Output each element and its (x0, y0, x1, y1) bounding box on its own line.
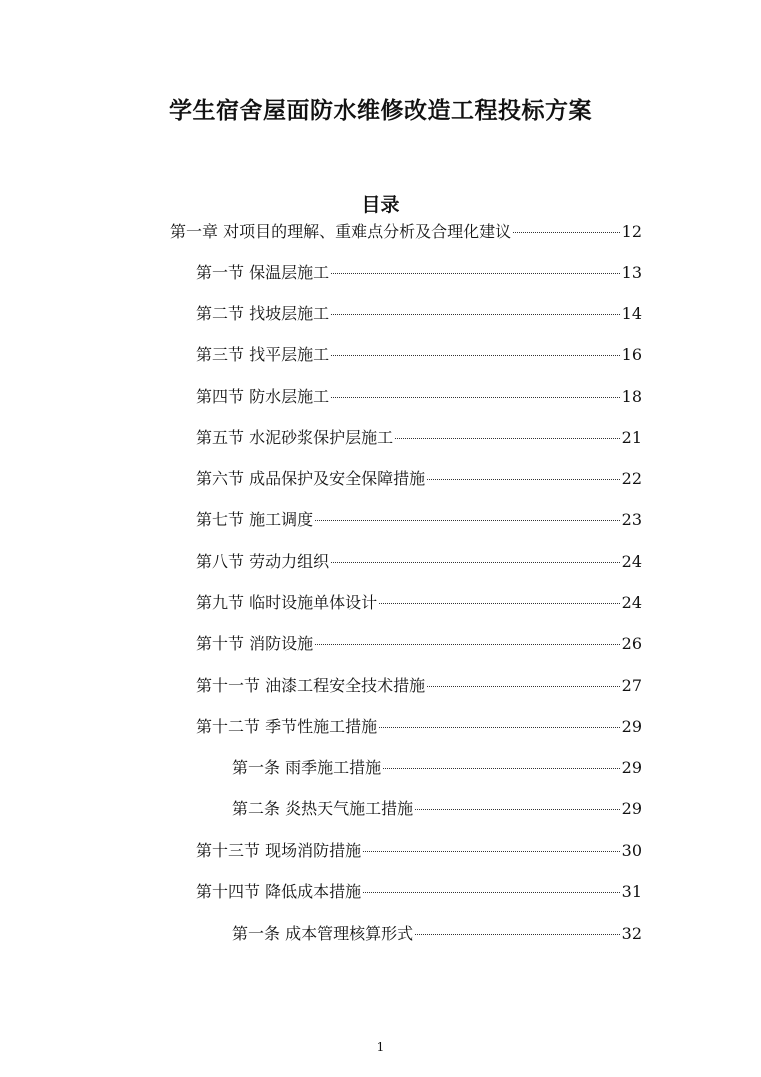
toc-entry-section-5[interactable] (196, 428, 642, 448)
toc-leader-dots (395, 438, 620, 439)
toc-entry-page: 22 (621, 469, 642, 488)
toc-entry-section-10[interactable] (196, 634, 642, 654)
toc-entry-chapter-1[interactable] (170, 222, 642, 242)
toc-entry-page: 23 (621, 510, 642, 529)
toc-entry-section-11[interactable] (196, 676, 642, 696)
toc-entry-page: 24 (621, 552, 642, 571)
toc-entry-article-14-1[interactable] (232, 924, 642, 944)
toc-entry-label: 第六节 成品保护及安全保障措施 (196, 469, 426, 488)
toc-entry-page: 14 (621, 304, 642, 323)
toc-leader-dots (331, 562, 620, 563)
toc-entry-page: 29 (621, 799, 642, 818)
toc-entry-page: 29 (621, 758, 642, 777)
toc-entry-label: 第七节 施工调度 (196, 510, 314, 529)
toc-entry-section-7[interactable] (196, 510, 642, 530)
toc-entry-page: 30 (621, 841, 642, 860)
toc-entry-label: 第四节 防水层施工 (196, 387, 330, 406)
toc-entry-section-8[interactable] (196, 552, 642, 572)
toc-heading: 目录 (361, 194, 400, 216)
toc-entry-page: 18 (621, 387, 642, 406)
toc-entry-label: 第十一节 油漆工程安全技术措施 (196, 676, 426, 695)
toc-entry-page: 27 (621, 676, 642, 695)
toc-leader-dots (363, 892, 620, 893)
toc-leader-dots (379, 727, 620, 728)
toc-leader-dots (427, 686, 620, 687)
toc-entry-section-13[interactable] (196, 841, 642, 861)
toc-leader-dots (315, 520, 620, 521)
toc-leader-dots (379, 603, 620, 604)
toc-entry-label: 第二条 炎热天气施工措施 (232, 799, 414, 818)
toc-entry-page: 26 (621, 634, 642, 653)
toc-entry-page: 31 (621, 882, 642, 901)
toc-entry-section-12[interactable] (196, 717, 642, 737)
toc-entry-label: 第一节 保温层施工 (196, 263, 330, 282)
toc-leader-dots (427, 479, 620, 480)
toc-leader-dots (363, 851, 620, 852)
toc-entry-label: 第九节 临时设施单体设计 (196, 593, 378, 612)
toc-entry-article-12-1[interactable] (232, 758, 642, 778)
toc-leader-dots (331, 355, 620, 356)
toc-entry-page: 12 (621, 222, 642, 241)
toc-entry-label: 第一条 成本管理核算形式 (232, 924, 414, 943)
toc-entry-section-1[interactable] (196, 263, 642, 283)
page-number: 1 (376, 1040, 385, 1054)
toc-entry-label: 第十节 消防设施 (196, 634, 314, 653)
toc-entry-section-4[interactable] (196, 387, 642, 407)
toc-entry-label: 第一条 雨季施工措施 (232, 758, 382, 777)
toc-entry-page: 32 (621, 924, 642, 943)
toc-entry-section-9[interactable] (196, 593, 642, 613)
toc-leader-dots (415, 809, 620, 810)
toc-entry-label: 第一章 对项目的理解、重难点分析及合理化建议 (170, 222, 512, 241)
toc-entry-article-12-2[interactable] (232, 799, 642, 819)
toc-entry-section-6[interactable] (196, 469, 642, 489)
toc-entry-label: 第三节 找平层施工 (196, 345, 330, 364)
toc-entry-label: 第十三节 现场消防措施 (196, 841, 362, 860)
document-title: 学生宿舍屋面防水维修改造工程投标方案 (169, 98, 592, 124)
toc-entry-section-3[interactable] (196, 345, 642, 365)
toc-leader-dots (331, 397, 620, 398)
toc-entry-label: 第十四节 降低成本措施 (196, 882, 362, 901)
toc-entry-section-2[interactable] (196, 304, 642, 324)
toc-leader-dots (331, 314, 620, 315)
toc-leader-dots (315, 644, 620, 645)
toc-entry-label: 第二节 找坡层施工 (196, 304, 330, 323)
toc-entry-label: 第五节 水泥砂浆保护层施工 (196, 428, 394, 447)
toc-entry-page: 16 (621, 345, 642, 364)
toc-entry-section-14[interactable] (196, 882, 642, 902)
toc-entry-page: 29 (621, 717, 642, 736)
toc-entry-label: 第八节 劳动力组织 (196, 552, 330, 571)
toc-entry-page: 13 (621, 263, 642, 282)
toc-entry-page: 24 (621, 593, 642, 612)
toc-entry-label: 第十二节 季节性施工措施 (196, 717, 378, 736)
toc-leader-dots (513, 232, 620, 233)
toc-leader-dots (415, 934, 620, 935)
toc-leader-dots (383, 768, 620, 769)
toc-entry-page: 21 (621, 428, 642, 447)
toc-leader-dots (331, 273, 620, 274)
